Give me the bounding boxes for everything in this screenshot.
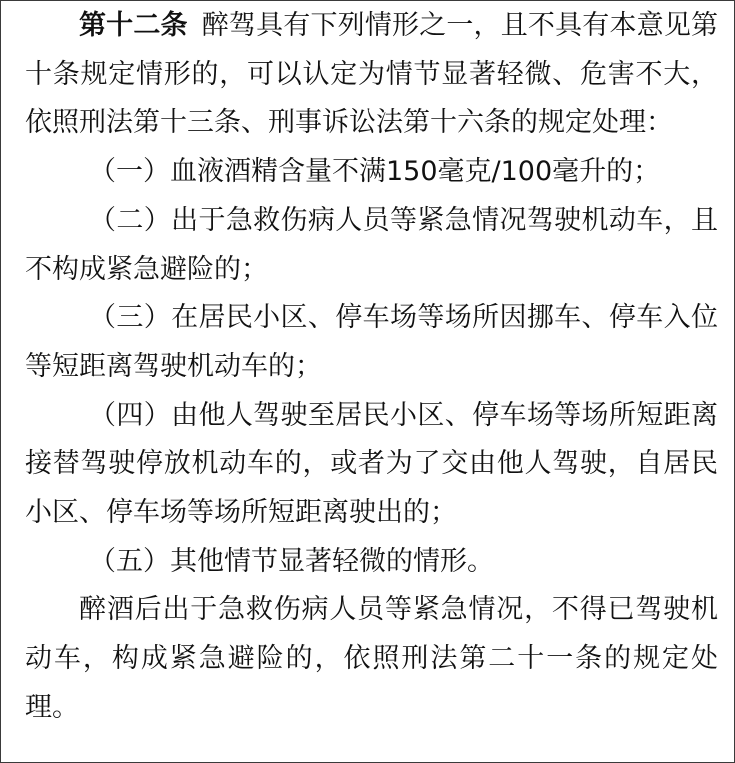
article-intro: 醉驾具有下列情形之一，且不具有本意见第十条规定情形的，可以认定为情节显著轻微、危害不大，依照刑法第十三条、刑事诉讼法第十六条的规定处理： [25, 10, 719, 139]
emergency-note-paragraph: 醉酒后出于急救伤病人员等紧急情况，不得已驾驶机动车，构成紧急避险的，依照刑法第二十一条的规定处理。 [25, 594, 718, 723]
list-item-2: （二）出于急救伤病人员等紧急情况驾驶机动车，且不构成紧急避险的； [25, 204, 718, 285]
list-item-4: （四）由他人驾驶至居民小区、停车场等场所短距离接替驾驶停放机动车的，或者为了交由他人驾驶，自居民小区、停车场等场所短距离驶出的； [25, 399, 718, 529]
article-title: 第十二条 [79, 10, 188, 41]
list-item-1: （一）血液酒精含量不满150毫克/100毫升的； [89, 156, 661, 188]
list-item-5: （五）其他情节显著轻微的情形。 [89, 545, 494, 577]
article-paragraph [25, 2, 718, 148]
list-item-3: （三）在居民小区、停车场等场所因挪车、停车入位等短距离驾驶机动车的； [25, 302, 718, 382]
